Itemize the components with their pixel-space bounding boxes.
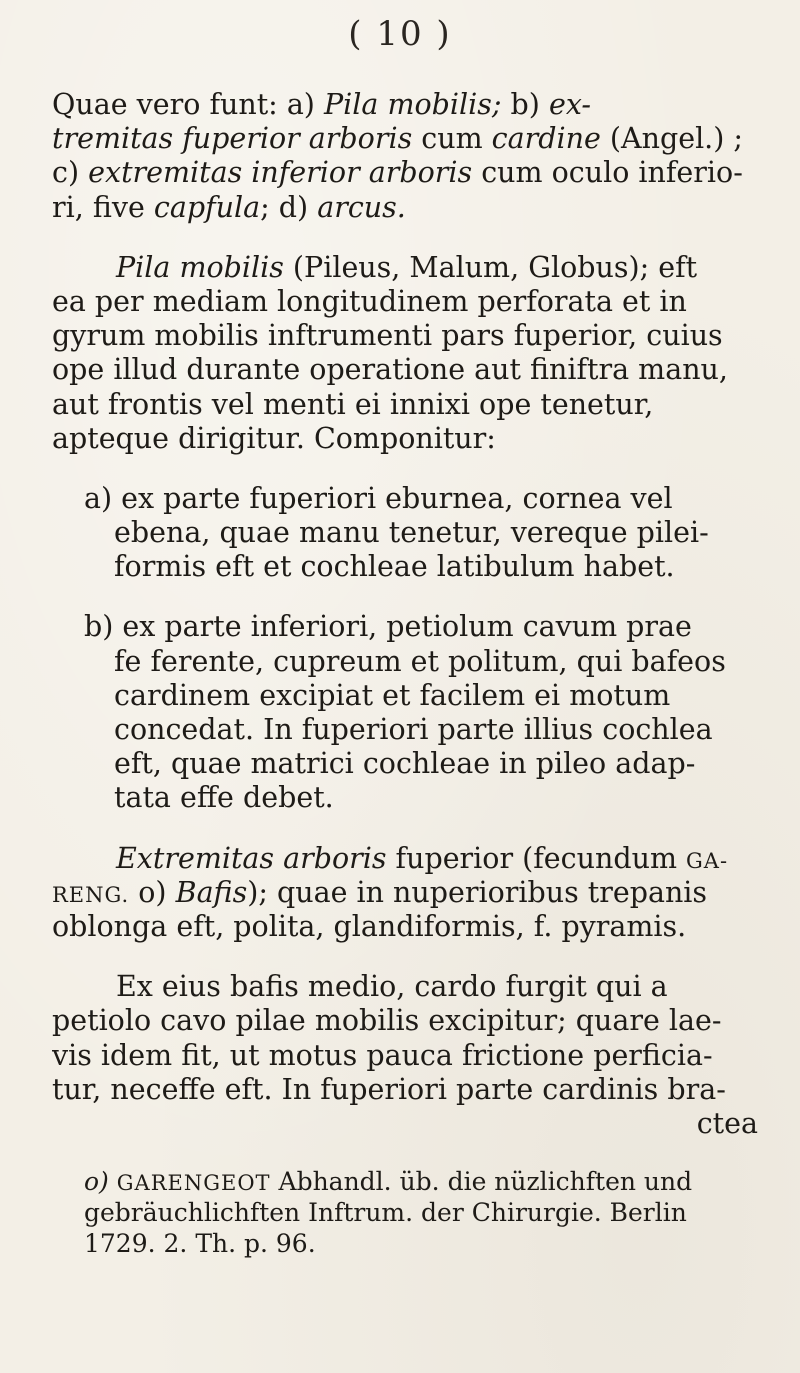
footnote-line: gebräuchlichften Inftrum. der Chirurgie. Berlin [84, 1198, 687, 1227]
paragraph-extremitas [52, 842, 772, 945]
text-line: concedat. In fuperiori parte illius cochlea [114, 713, 713, 746]
text-span: Abhandl. üb. die nüzlichften und [270, 1167, 693, 1196]
paragraph-gap [52, 944, 772, 970]
paragraph-gap [52, 456, 772, 482]
author-name: RENG. [52, 882, 130, 907]
catchword: ctea [696, 1106, 758, 1140]
paragraph-part-b [52, 610, 772, 815]
text-line: a) ex parte fuperiori eburnea, cornea vel [84, 481, 673, 515]
text-line: aut frontis vel menti ei innixi ope tenetur, [52, 387, 654, 421]
author-name: GA- [686, 848, 729, 873]
text-line: cardinem excipiat et facilem ei motum [114, 678, 671, 712]
text-span: cum oculo inferio- [472, 156, 743, 190]
italic-term: arcus. [317, 190, 406, 224]
text-line: vis idem fit, ut motus pauca frictione perficia- [52, 1038, 713, 1072]
italic-term: tremitas fuperior arboris [52, 122, 413, 156]
text-line: formis eft et cochleae latibulum habet. [114, 550, 675, 584]
text-line [52, 842, 772, 876]
text-span: ri, five [52, 190, 154, 224]
text-span: Quae vero funt: a) [52, 88, 324, 121]
footnote-marker: o) [129, 875, 176, 909]
text-line: tata effe debet. [114, 781, 334, 815]
text-line [52, 88, 772, 122]
text-span: b) [501, 88, 549, 121]
italic-term: extremitas inferior arboris [88, 156, 473, 190]
italic-term: Bafis [175, 875, 248, 909]
paragraph-part-a [52, 482, 772, 585]
text-line: apteque dirigitur. Componitur: [52, 421, 496, 455]
text-span: ; d) [260, 190, 318, 224]
author-name: GARENGEOT [116, 1171, 271, 1195]
text-line [52, 122, 772, 156]
text-line [52, 156, 772, 190]
text-line: eft, quae matrici cochleae in pileo adap- [114, 747, 696, 781]
italic-term: capfula [153, 190, 261, 224]
paragraph-cardo [52, 970, 772, 1141]
paragraph-components [52, 88, 772, 225]
italic-term: Pila mobilis [116, 250, 284, 284]
text-line: ope illud durante operatione aut finiftra manu, [52, 353, 728, 387]
text-span: ); quae in nuperioribus trepanis [247, 875, 708, 909]
text-line: ea per mediam longitudinem perforata et in [52, 284, 687, 318]
text-line: b) ex parte inferiori, petiolum cavum prae [84, 610, 692, 644]
text-line [52, 191, 772, 225]
text-line [52, 251, 772, 285]
text-line: fe ferente, cupreum et politum, qui bafeos [114, 644, 726, 678]
text-line: ebena, quae manu tenetur, vereque pilei- [114, 516, 709, 550]
paragraph-gap [52, 584, 772, 610]
footnote-line: 1729. 2. Th. p. 96. [84, 1229, 316, 1258]
italic-term: Pila mobilis; [324, 88, 502, 121]
paragraph-gap [52, 816, 772, 842]
text-span: c) [52, 156, 89, 190]
main-text [52, 88, 772, 1141]
footnote-marker: o) [84, 1167, 117, 1196]
italic-term: cardine [491, 122, 601, 156]
italic-term: ex- [548, 88, 592, 121]
italic-term: Extremitas arboris [116, 841, 387, 875]
text-line: gyrum mobilis inftrumenti pars fuperior, cuius [52, 319, 723, 353]
text-span: fuperior (fecundum [386, 841, 687, 875]
text-line: oblonga eft, polita, glandiformis, f. pyramis. [52, 909, 687, 943]
footnote [52, 1166, 772, 1259]
text-line: tur, neceffe eft. In fuperiori parte cardinis bra- [52, 1072, 726, 1106]
text-span: (Angel.) ; [600, 122, 744, 156]
text-line [52, 876, 772, 910]
text-span: cum [412, 122, 492, 156]
text-line: Ex eius bafis medio, cardo furgit qui a [116, 970, 668, 1004]
footnote-line [52, 1166, 772, 1197]
paragraph-gap [52, 225, 772, 251]
text-line: petiolo cavo pilae mobilis excipitur; quare lae- [52, 1004, 722, 1038]
page-number: ( 10 ) [348, 14, 452, 54]
text-span: (Pileus, Malum, Globus); eft [283, 250, 698, 284]
paragraph-pila-mobilis [52, 251, 772, 456]
